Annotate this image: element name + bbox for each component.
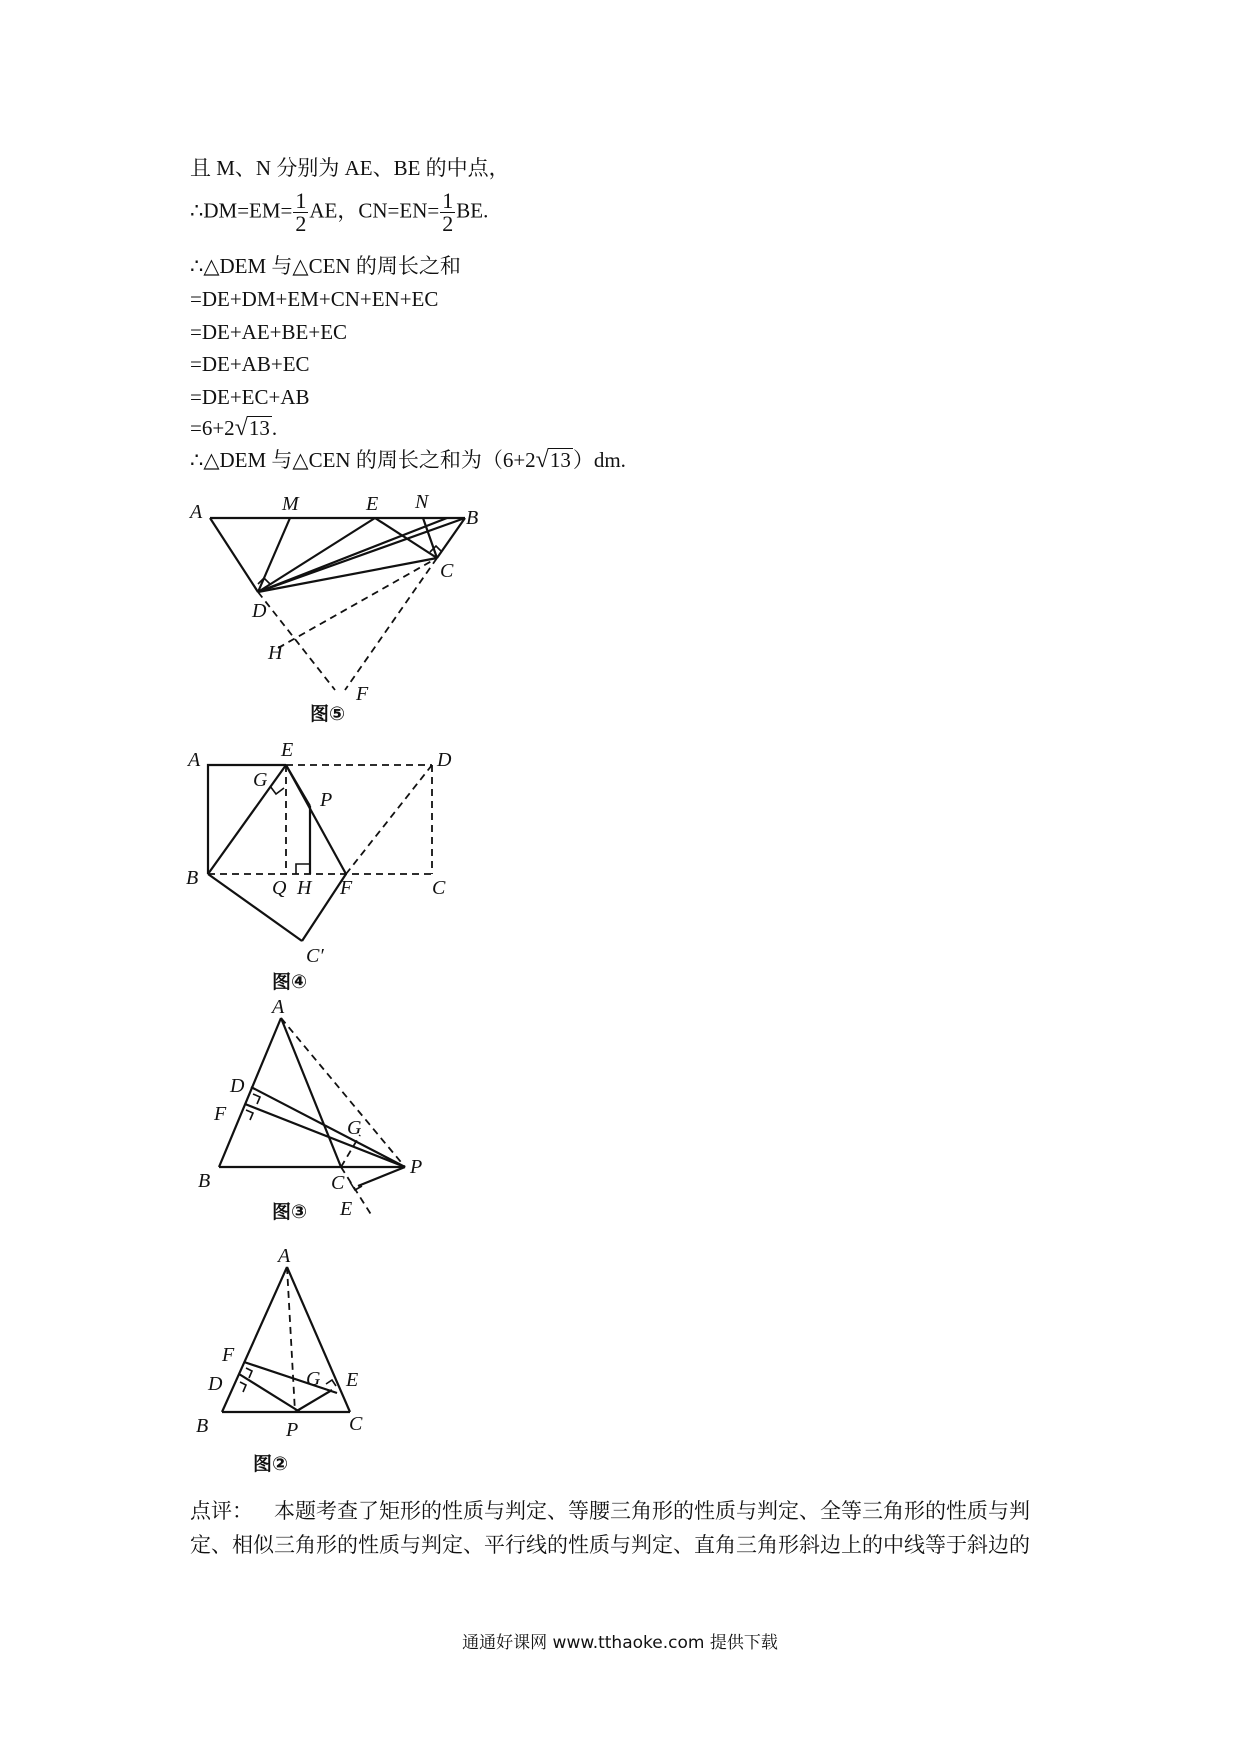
line9-suffix: ）dm. (572, 448, 626, 472)
line2-prefix: ∴DM=EM= (190, 198, 293, 223)
label-D: D (230, 1075, 245, 1097)
line8-suffix: . (271, 416, 278, 440)
label-F: F (214, 1103, 227, 1125)
solution-line-3: ∴△DEM 与△CEN 的周长之和 (190, 254, 461, 278)
label-A: A (272, 996, 285, 1018)
caption-fig2: 图② (253, 1453, 289, 1475)
label-C-prime: C′ (306, 945, 324, 967)
caption-fig4: 图④ (272, 971, 308, 993)
label-P: P (286, 1419, 299, 1441)
label-D: D (252, 600, 267, 622)
label-F: F (356, 683, 369, 705)
label-A: A (278, 1245, 291, 1267)
label-G: G (347, 1117, 362, 1139)
sqrt-radicand: 13 (248, 416, 270, 440)
figure-4 (186, 739, 452, 993)
remark-paragraph (190, 1494, 1070, 1562)
label-E: E (281, 739, 294, 761)
fraction-denominator: 2 (442, 211, 454, 236)
label-F: F (340, 877, 353, 899)
solution-line-6: =DE+AB+EC (190, 352, 310, 376)
label-Q: Q (272, 877, 287, 899)
label-N: N (415, 491, 429, 513)
fraction-numerator: 1 (442, 188, 454, 213)
label-F: F (222, 1344, 235, 1366)
remark-text: 本题考查了矩形的性质与判定、等腰三角形的性质与判定、全等三角形的性质与判定、相似三角形的性质与判定、平行线的性质与判定、直角三角形斜边上的中线等于斜边的 (190, 1499, 1030, 1557)
label-A: A (190, 501, 203, 523)
line8-prefix: =6+2 (190, 416, 235, 440)
solution-line-7: =DE+EC+AB (190, 385, 310, 409)
label-G: G (253, 769, 268, 791)
label-C: C (349, 1413, 363, 1435)
solution-line-1: 且 M、N 分别为 AE、BE 的中点， (190, 156, 510, 180)
label-D: D (208, 1373, 223, 1395)
label-P: P (410, 1156, 423, 1178)
label-E: E (340, 1198, 353, 1220)
line2-middle: AE，CN=EN= (309, 198, 440, 223)
figure-5 (188, 491, 478, 725)
caption-fig5: 图⑤ (310, 703, 346, 725)
solution-line-5: =DE+AE+BE+EC (190, 320, 348, 344)
figure-3 (198, 996, 422, 1223)
label-E: E (366, 493, 379, 515)
label-M: M (282, 493, 299, 515)
label-H: H (268, 642, 283, 664)
label-B: B (186, 867, 199, 889)
caption-fig3: 图③ (272, 1201, 308, 1223)
label-H: H (297, 877, 312, 899)
label-E: E (346, 1369, 359, 1391)
page-footer: 通通好课网 www.tthaoke.com 提供下载 (462, 1633, 778, 1653)
sqrt-radicand: 13 (549, 448, 571, 472)
label-C: C (331, 1172, 345, 1194)
label-B: B (466, 507, 479, 529)
label-G: G (306, 1368, 321, 1390)
line2-suffix: BE. (456, 198, 489, 223)
remark-label: 点评： (190, 1499, 253, 1523)
sqrt-sign: √ (535, 447, 549, 473)
label-C: C (440, 560, 454, 582)
label-B: B (196, 1415, 209, 1437)
figure-2 (196, 1245, 363, 1475)
label-P: P (320, 789, 333, 811)
label-C: C (432, 877, 446, 899)
fraction-denominator: 2 (295, 211, 307, 236)
sqrt-sign: √ (234, 415, 248, 441)
solution-line-4: =DE+DM+EM+CN+EN+EC (190, 287, 439, 311)
fraction-numerator: 1 (295, 188, 307, 213)
label-A: A (188, 749, 201, 771)
label-B: B (198, 1170, 211, 1192)
label-D: D (437, 749, 452, 771)
line9-prefix: ∴△DEM 与△CEN 的周长之和为（6+2 (190, 448, 536, 472)
